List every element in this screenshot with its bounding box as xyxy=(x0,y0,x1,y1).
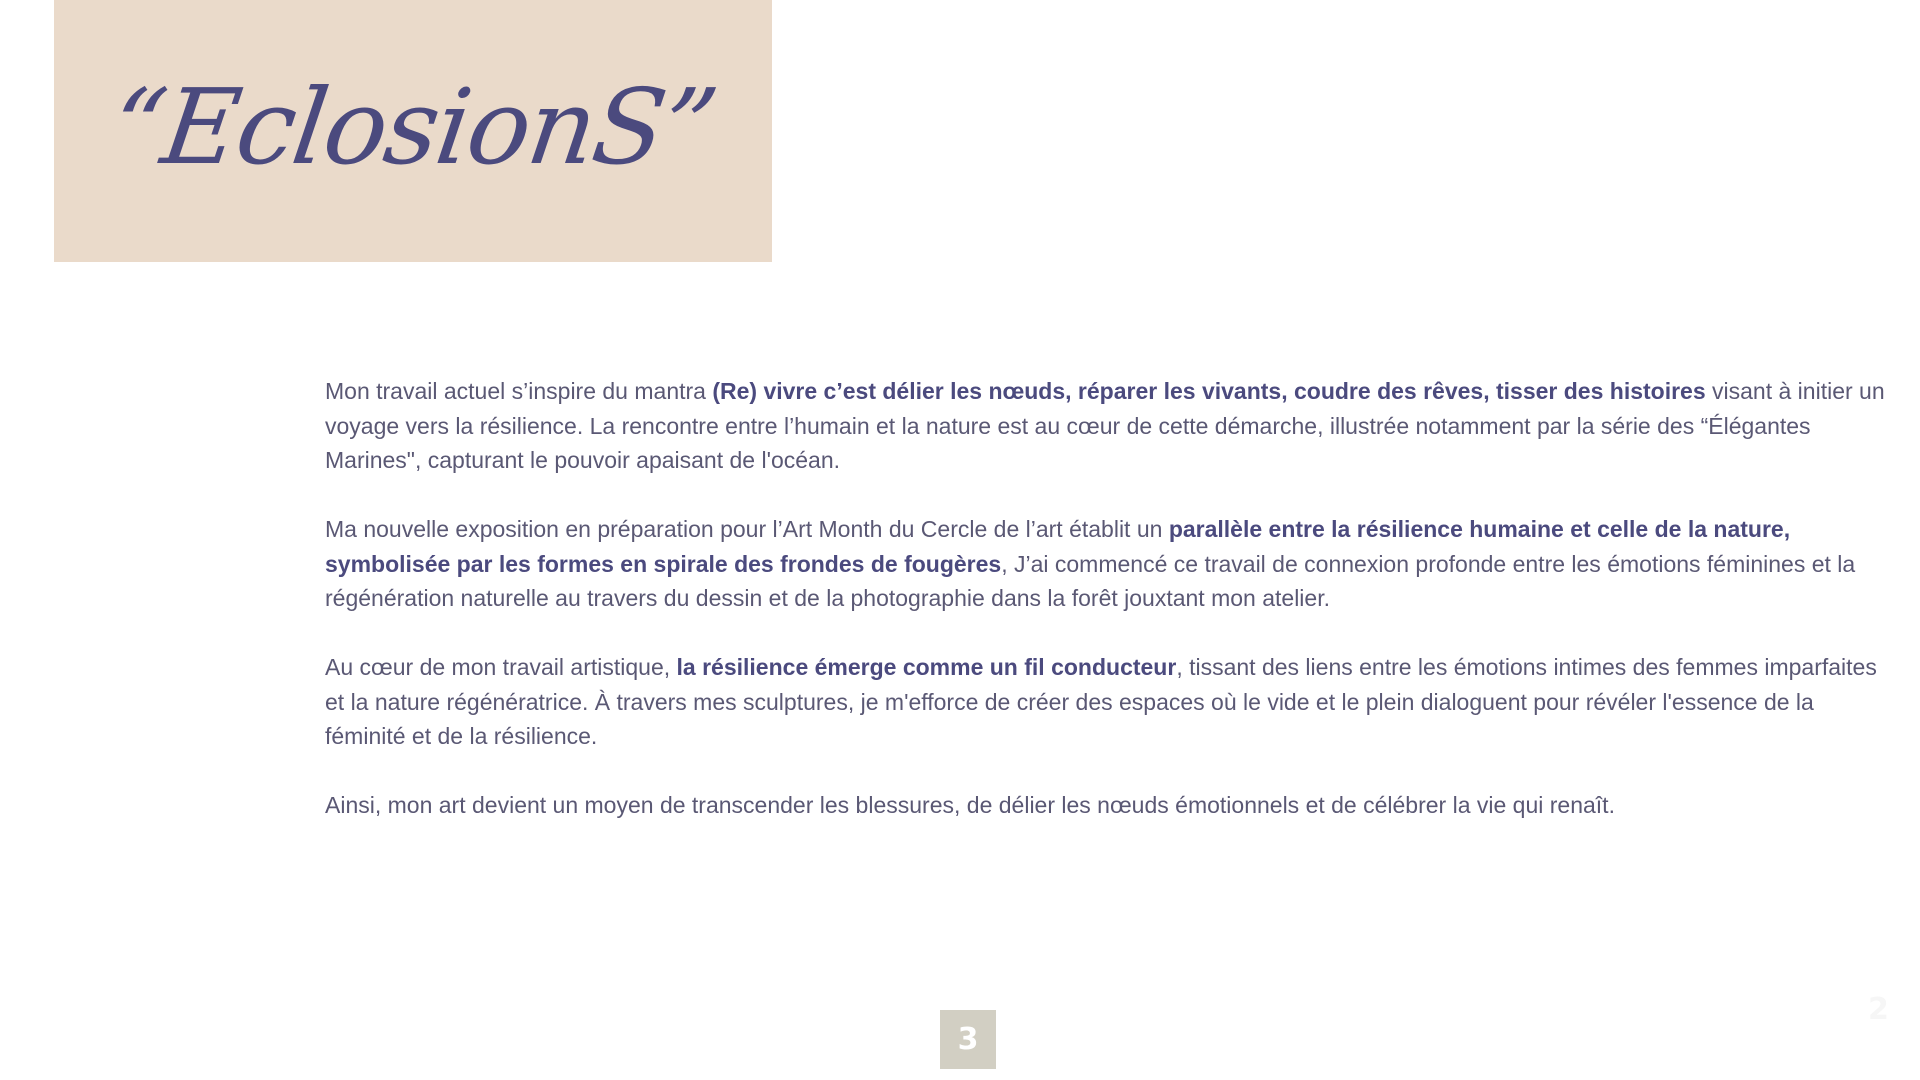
paragraph-text: , tissant des liens entre les émotions intimes des femmes imparfaites et la nature régénératrice. À travers mes sculptures, je m'efforce de créer des espaces où le vide et le plein dialoguent pour révéler l'essence de la féminité et de la résilience. xyxy=(325,654,1877,749)
paragraph-text: Ainsi, mon art devient un moyen de transcender les blessures, de délier les nœuds émotionnels et de célébrer la vie qui renaît. xyxy=(325,792,1615,818)
paragraph-text: visant à initier un voyage vers la résilience. La rencontre entre l’humain et la nature est au cœur de cette démarche, illustrée notamment par la série des “Élégantes Marines", capturant le pouvoir apaisant de l'océan. xyxy=(325,378,1885,473)
paragraph-text: , J’ai commencé ce travail de connexion profonde entre les émotions féminines et la régénération naturelle au travers du dessin et de la photographie dans la forêt jouxtant mon atelier. xyxy=(325,550,1856,611)
paragraph-3 xyxy=(325,650,1885,754)
page-number-badge: 3 xyxy=(940,1010,996,1069)
paragraph-text: Ma nouvelle exposition en préparation pour l’Art Month du Cercle de l’art établit un xyxy=(325,516,1169,542)
paragraph-emphasis: (Re) vivre c’est délier les nœuds, réparer les vivants, coudre des rêves, tisser des histoires xyxy=(712,378,1706,404)
paragraph-text: Mon travail actuel s’inspire du mantra xyxy=(325,378,713,404)
paragraph-2 xyxy=(325,512,1885,616)
paragraph-emphasis: parallèle entre la résilience humaine et celle de la nature, symbolisée par les formes en spirale des frondes de fougères xyxy=(325,516,1791,577)
paragraph-text: Au cœur de mon travail artistique, xyxy=(325,654,677,680)
ghost-page-number: 2 xyxy=(1868,992,1889,1027)
page-title: “EclosionS” xyxy=(104,66,724,188)
paragraph-1 xyxy=(325,374,1885,478)
body-text xyxy=(325,374,1885,857)
title-block xyxy=(54,0,772,262)
paragraph-emphasis: la résilience émerge comme un fil conducteur xyxy=(676,654,1177,680)
paragraph-4 xyxy=(325,788,1885,823)
